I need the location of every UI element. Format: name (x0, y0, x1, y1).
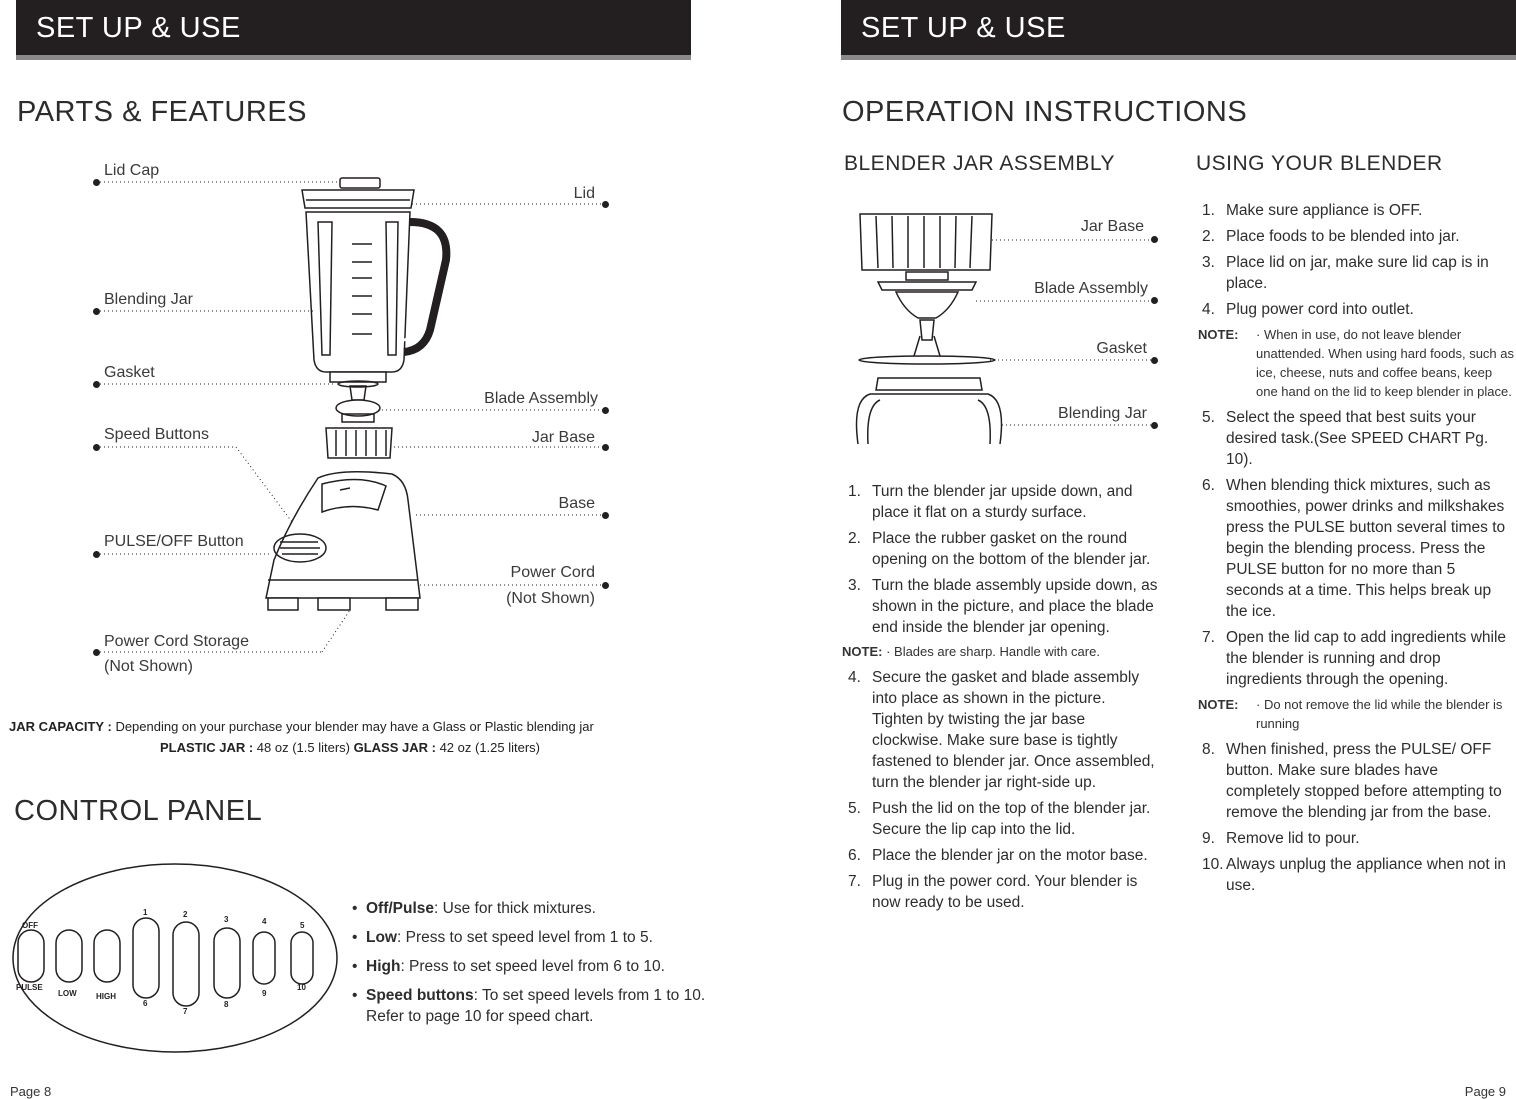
jar-capacity-line (9, 719, 709, 734)
control-panel-title: CONTROL PANEL (14, 795, 263, 827)
assembly-dot-jar-base (1151, 236, 1158, 243)
panel-num-3: 3 (224, 915, 229, 924)
list-item: 1. Make sure appliance is OFF. (1202, 202, 1423, 219)
list-item: • Off/Pulse: Use for thick mixtures. (350, 898, 710, 919)
panel-num-4: 4 (262, 917, 267, 926)
list-item: 7. Plug in the power cord. Your blender is now ready to be used. (848, 873, 1138, 911)
using-note-1: NOTE: · When in use, do not leave blender unattended. When using hard foods, such as ice, cheese, nuts and coffee beans, keep one hand on the lid to keep blender in place. (1198, 327, 1515, 399)
assembly-label-blade: Blade Assembly (1034, 280, 1148, 297)
label-base: Base (558, 495, 595, 512)
list-item: 7. Open the lid cap to add ingredients while the blender is running and drop ingredients through the opening. (1202, 629, 1507, 688)
assembly-label-jar-base: Jar Base (1080, 218, 1144, 235)
assembly-note: NOTE: · Blades are sharp. Handle with care. (842, 644, 1100, 659)
panel-high-label: HIGH (96, 992, 116, 1001)
dot-jar-base (602, 444, 609, 451)
list-item: 5. Select the speed that best suits your desired task.(See SPEED CHART Pg. 10). (1202, 409, 1489, 468)
panel-num-8: 8 (224, 1000, 229, 1009)
dot-gasket (93, 381, 100, 388)
label-blade-assembly: Blade Assembly (484, 390, 598, 407)
page-number-left: Page 8 (10, 1084, 52, 1099)
operation-title: OPERATION INSTRUCTIONS (842, 96, 1248, 128)
left-header-title: SET UP & USE (36, 12, 241, 44)
jar-capacity-text: Depending on your purchase your blender may have a Glass or Plastic blending jar (115, 719, 594, 734)
label-cord-storage-sub: (Not Shown) (104, 658, 193, 675)
parts-features-title: PARTS & FEATURES (17, 96, 307, 128)
assembly-label-jar: Blending Jar (1058, 405, 1147, 422)
assembly-dot-jar (1151, 422, 1158, 429)
label-speed-buttons: Speed Buttons (104, 426, 209, 443)
dot-pulse-off (93, 551, 100, 558)
page-number-right: Page 9 (1464, 1084, 1506, 1099)
panel-off-label: OFF (22, 921, 38, 930)
list-item: • Low: Press to set speed level from 1 to 5. (350, 927, 710, 948)
left-header-bar (16, 0, 691, 60)
panel-num-10: 10 (297, 983, 306, 992)
using-note-2: NOTE: · Do not remove the lid while the blender is running (1198, 697, 1503, 731)
label-pulse-off: PULSE/OFF Button (104, 533, 244, 550)
list-item: 3. Place lid on jar, make sure lid cap is in place. (1202, 254, 1489, 292)
list-item: 6. Place the blender jar on the motor base. (848, 847, 1148, 864)
list-item: 2. Place foods to be blended into jar. (1202, 228, 1460, 245)
label-lid-cap: Lid Cap (104, 162, 160, 179)
label-power-cord-sub: (Not Shown) (506, 590, 595, 607)
jar-capacity-label: JAR CAPACITY : (9, 719, 112, 734)
dot-lid (602, 201, 609, 208)
panel-num-9: 9 (262, 989, 267, 998)
assembly-dot-blade (1151, 297, 1158, 304)
list-item: 9. Remove lid to pour. (1202, 830, 1360, 847)
label-blending-jar: Blending Jar (104, 291, 193, 308)
label-jar-base: Jar Base (531, 429, 595, 446)
list-item: 2. Place the rubber gasket on the round opening on the bottom of the blender jar. (848, 530, 1151, 568)
using-steps (1198, 200, 1514, 901)
control-panel-diagram (10, 862, 340, 1056)
jar-sizes-line (0, 740, 700, 755)
panel-num-7: 7 (183, 1007, 188, 1016)
list-item: 6. When blending thick mixtures, such as smoothies, power drinks and milkshakes press the PULSE button several times to begin the blending process. Press the PULSE button for no more than 5 seconds at a time. This helps break up the ice. (1202, 477, 1506, 620)
list-item: 10. Always unplug the appliance when not in use. (1202, 856, 1507, 894)
glass-jar-value: 42 oz (1.25 liters) (439, 740, 541, 755)
panel-pulse-label: PULSE (16, 983, 43, 992)
right-header-title: SET UP & USE (861, 12, 1066, 44)
panel-low-label: LOW (58, 989, 77, 998)
list-item: • High: Press to set speed level from 6 to 10. (350, 956, 710, 977)
list-item: 8. When finished, press the PULSE/ OFF button. Make sure blades have completely stopped before attempting to remove the blending jar from the base. (1202, 741, 1502, 821)
list-item: 4. Plug power cord into outlet. (1202, 301, 1414, 318)
label-power-cord: Power Cord (510, 564, 595, 581)
using-title: USING YOUR BLENDER (1196, 152, 1443, 175)
panel-num-5: 5 (300, 921, 305, 930)
label-cord-storage: Power Cord Storage (104, 633, 249, 650)
panel-num-6: 6 (143, 999, 148, 1008)
control-panel-list (350, 898, 710, 1035)
panel-num-1: 1 (143, 908, 148, 917)
label-gasket: Gasket (104, 364, 155, 381)
assembly-title: BLENDER JAR ASSEMBLY (844, 152, 1116, 175)
plastic-jar-value: 48 oz (1.5 liters) (256, 740, 350, 755)
dot-cord-storage (93, 649, 100, 656)
dot-lid-cap (93, 179, 100, 186)
list-item: 1. Turn the blender jar upside down, and place it flat on a sturdy surface. (848, 483, 1133, 521)
right-header-bar (841, 0, 1516, 60)
dot-power-cord (602, 582, 609, 589)
glass-jar-label: GLASS JAR : (353, 740, 436, 755)
label-lid: Lid (573, 185, 595, 202)
dot-blade-assembly (602, 407, 609, 414)
dot-blending-jar (93, 308, 100, 315)
assembly-label-gasket: Gasket (1096, 340, 1147, 357)
dot-speed-buttons (93, 444, 100, 451)
list-item: 3. Turn the blade assembly upside down, as shown in the picture, and place the blade end inside the blender jar opening. (848, 577, 1158, 636)
assembly-dot-gasket (1151, 357, 1158, 364)
panel-num-2: 2 (183, 910, 188, 919)
list-item: 4. Secure the gasket and blade assembly into place as shown in the picture. Tighten by twisting the jar base clockwise. Make sure base is tightly fastened to blender jar. Once assembled, turn the blender jar right-side up. (848, 669, 1155, 791)
blender-illustration (0, 150, 700, 680)
dot-base (602, 512, 609, 519)
list-item: 5. Push the lid on the top of the blender jar. Secure the lip cap into the lid. (848, 800, 1151, 838)
list-item: • Speed buttons: To set speed levels from 1 to 10. Refer to page 10 for speed chart. (350, 985, 710, 1027)
plastic-jar-label: PLASTIC JAR : (159, 740, 254, 755)
assembly-steps (844, 481, 1160, 918)
